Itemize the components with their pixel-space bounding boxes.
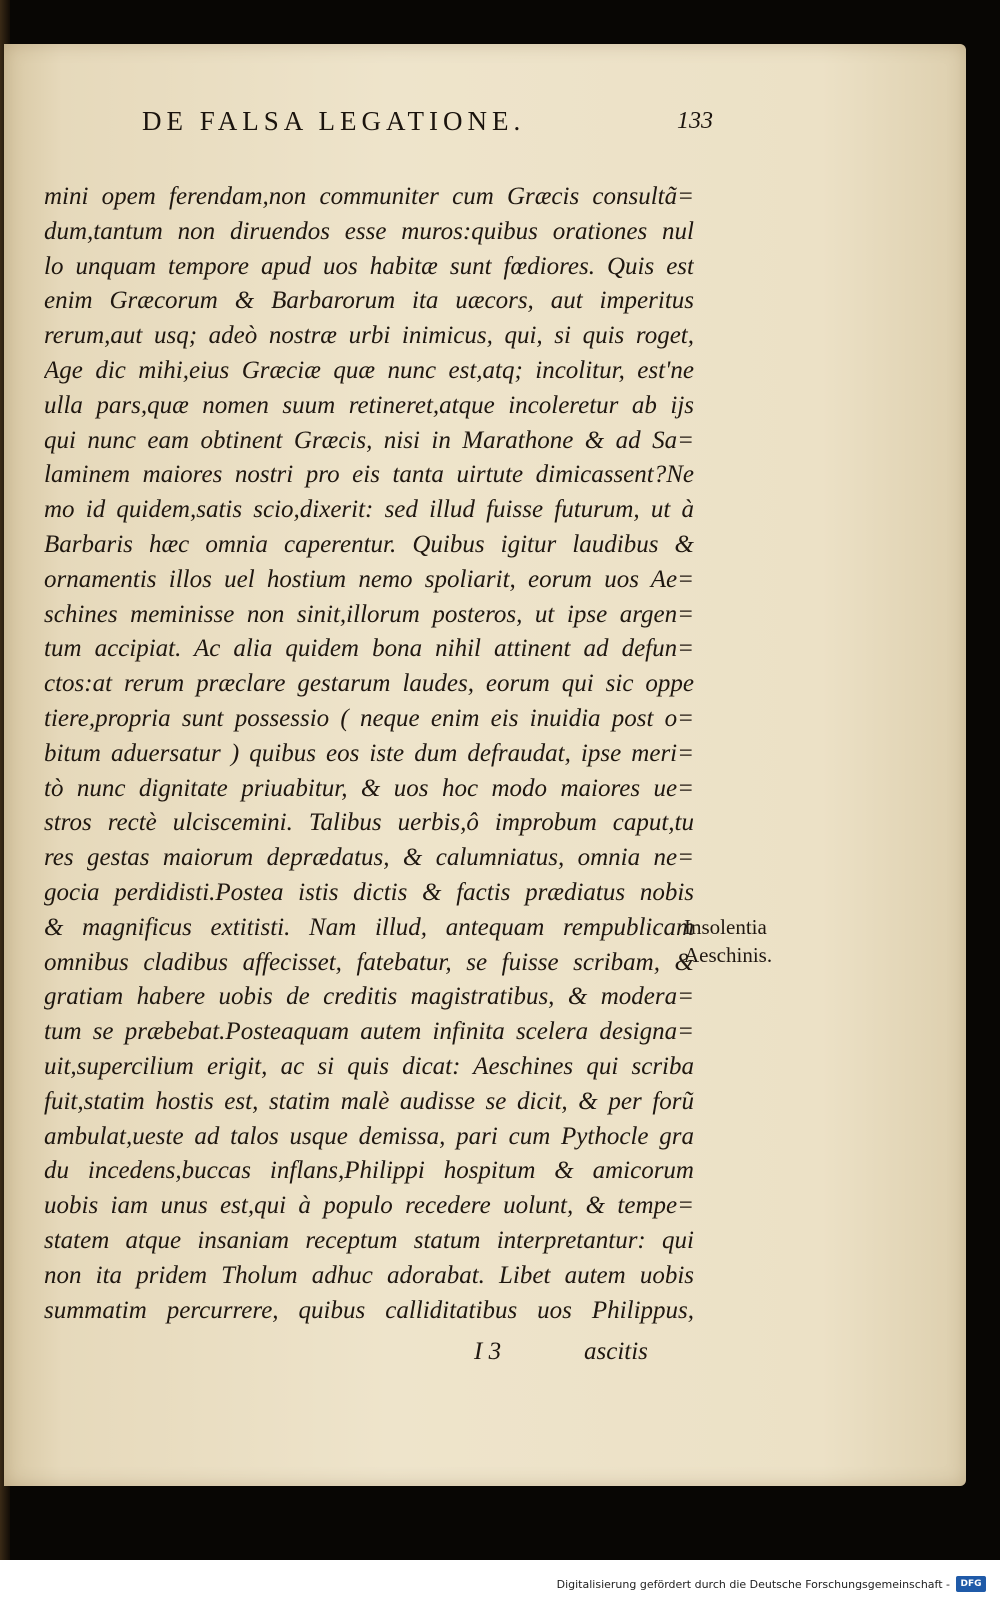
running-title: DE FALSA LEGATIONE.	[142, 106, 526, 136]
text-line: gratiam habere uobis de creditis magistratibus, & modera=	[44, 983, 694, 1010]
text-line: dum,tantum non diruendos esse muros:quibus orationes nul	[44, 218, 694, 245]
text-line: lo unquam tempore apud uos habitæ sunt fœdiores. Quis est	[44, 253, 694, 280]
text-line: uit,supercilium erigit, ac si quis dicat: Aeschines qui scriba	[44, 1053, 694, 1080]
dfg-logo: DFG	[956, 1576, 986, 1592]
signature-mark: I 3	[474, 1338, 502, 1365]
text-line: ambulat,ueste ad talos usque demissa, pari cum Pythocle gra	[44, 1123, 694, 1150]
funding-credit: Digitalisierung gefördert durch die Deutsche Forschungsgemeinschaft -	[556, 1578, 950, 1591]
running-header	[142, 106, 842, 146]
signature-line	[474, 1335, 674, 1369]
marginal-note	[684, 913, 824, 969]
text-line: rerum,aut usq; adeò nostræ urbi inimicus, qui, si quis roget,	[44, 322, 694, 349]
text-line: tiere,propria sunt possessio ( neque enim eis inuidia post o=	[44, 705, 694, 732]
text-line: res gestas maiorum deprædatus, & calumniatus, omnia ne=	[44, 844, 694, 871]
text-line: mo id quidem,satis scio,dixerit: sed illud fuisse futurum, ut à	[44, 496, 694, 523]
text-line: & magnificus extitisti. Nam illud, antequam rempublicam	[44, 914, 694, 941]
text-line: statem atque insaniam receptum statum interpretantur: qui	[44, 1227, 694, 1254]
text-line: summatim percurrere, quibus calliditatibus uos Philippus,	[44, 1297, 694, 1324]
text-line: tò nunc dignitate priuabitur, & uos hoc modo maiores ue=	[44, 775, 694, 802]
text-line: schines meminisse non sinit,illorum posteros, ut ipse argen=	[44, 601, 694, 628]
text-line: stros rectè ulciscemini. Talibus uerbis,ô improbum caput,tu	[44, 809, 694, 836]
text-line: enim Græcorum & Barbarorum ita uæcors, aut imperitus	[44, 287, 694, 314]
text-line: laminem maiores nostri pro eis tanta uirtute dimicassent?Ne	[44, 461, 694, 488]
text-line: ulla pars,quæ nomen suum retineret,atque incoleretur ab ijs	[44, 392, 694, 419]
marginal-note-line: Insolentia	[684, 915, 767, 939]
text-line: gocia perdidisti.Postea istis dictis & factis prædiatus nobis	[44, 879, 694, 906]
text-line: fuit,statim hostis est, statim malè audisse se dicit, & per forũ	[44, 1088, 694, 1115]
text-line: Barbaris hæc omnia caperentur. Quibus igitur laudibus &	[44, 531, 694, 558]
text-line: ornamentis illos uel hostium nemo spoliarit, eorum uos Ae=	[44, 566, 694, 593]
text-line: Age dic mihi,eius Græciæ quæ nunc est,atq; incolitur, est'ne	[44, 357, 694, 384]
page-number: 133	[677, 108, 713, 134]
digitization-footer	[0, 1560, 1000, 1610]
text-line: uobis iam unus est,qui à populo recedere uolunt, & tempe=	[44, 1192, 694, 1219]
text-line: omnibus cladibus affecisset, fatebatur, se fuisse scribam, &	[44, 949, 694, 976]
catchword: ascitis	[584, 1338, 648, 1365]
text-line: non ita pridem Tholum adhuc adorabat. Libet autem uobis	[44, 1262, 694, 1289]
marginal-note-line: Aeschinis.	[684, 943, 773, 967]
book-page	[4, 44, 966, 1486]
text-line: du incedens,buccas inflans,Philippi hospitum & amicorum	[44, 1157, 694, 1184]
text-line: ctos:at rerum præclare gestarum laudes, eorum qui sic oppe	[44, 670, 694, 697]
text-line: tum se præbebat.Posteaquam autem infinita scelera designa=	[44, 1018, 694, 1045]
text-line: tum accipiat. Ac alia quidem bona nihil attinent ad defun=	[44, 635, 694, 662]
text-line: mini opem ferendam,non communiter cum Græcis consultã=	[44, 183, 694, 210]
text-line: bitum aduersatur ) quibus eos iste dum defraudat, ipse meri=	[44, 740, 694, 767]
text-line: qui nunc eam obtinent Græcis, nisi in Marathone & ad Sa=	[44, 427, 694, 454]
